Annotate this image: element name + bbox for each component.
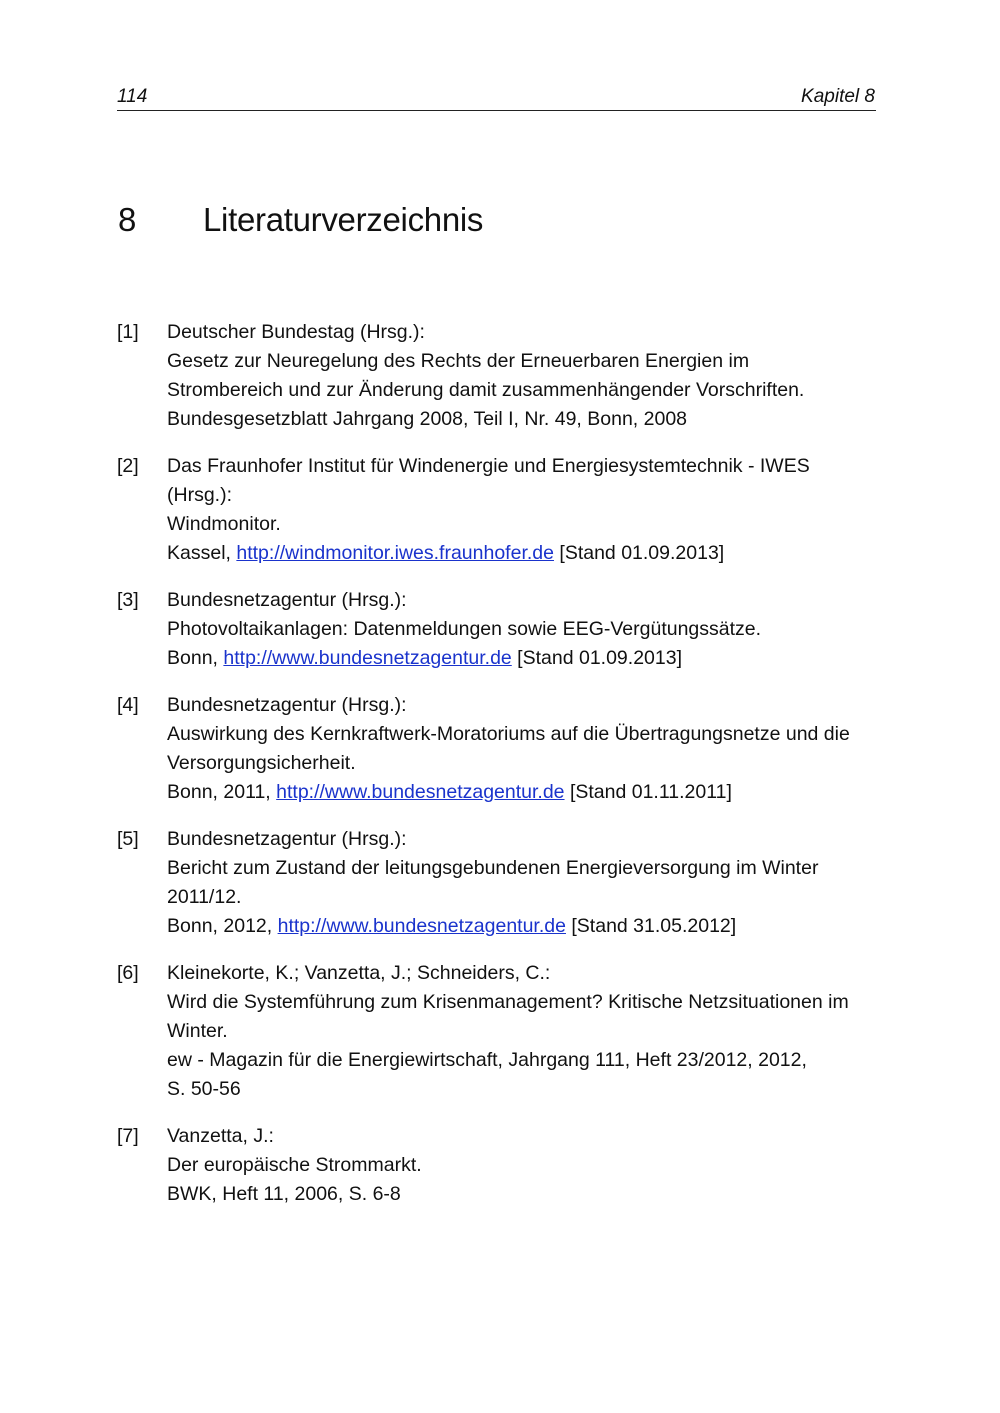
- chapter-title: Literaturverzeichnis: [203, 201, 484, 238]
- page-header: [117, 84, 876, 111]
- reference-body: [167, 825, 887, 941]
- reference-body: [167, 452, 887, 568]
- reference-line: Der europäische Strommarkt.: [167, 1154, 422, 1176]
- reference-body: [167, 318, 887, 434]
- reference-line: Winter.: [167, 1020, 228, 1042]
- reference-label: [5]: [117, 828, 139, 850]
- reference-line: (Hrsg.):: [167, 484, 232, 506]
- reference-line-suffix: [Stand 31.05.2012]: [565, 915, 737, 937]
- reference-line: Photovoltaikanlagen: Datenmeldungen sowie EEG-Vergütungssätze.: [167, 618, 762, 640]
- reference-line: Bundesgesetzblatt Jahrgang 2008, Teil I, Nr. 49, Bonn, 2008: [167, 408, 688, 430]
- reference-line: BWK, Heft 11, 2006, S. 6-8: [167, 1183, 401, 1205]
- reference-item: [117, 825, 887, 941]
- reference-item: [117, 1122, 887, 1209]
- reference-line: 2011/12.: [167, 886, 242, 908]
- reference-item: [117, 318, 887, 434]
- reference-label: [6]: [117, 962, 139, 984]
- reference-url-link[interactable]: http://www.bundesnetzagentur.de: [223, 647, 512, 669]
- reference-line: Das Fraunhofer Institut für Windenergie und Energiesystemtechnik - IWES: [167, 455, 810, 477]
- reference-label: [1]: [117, 321, 139, 343]
- reference-line: Wird die Systemführung zum Krisenmanagement? Kritische Netzsituationen im: [167, 991, 849, 1013]
- reference-line: Bericht zum Zustand der leitungsgebundenen Energieversorgung im Winter: [167, 857, 819, 879]
- reference-body: [167, 586, 887, 673]
- reference-line: Bundesnetzagentur (Hrsg.):: [167, 828, 407, 850]
- reference-item: [117, 959, 887, 1104]
- reference-line: [167, 778, 887, 807]
- reference-url-link[interactable]: http://windmonitor.iwes.fraunhofer.de: [236, 542, 554, 564]
- reference-line: Bundesnetzagentur (Hrsg.):: [167, 589, 407, 611]
- reference-line-prefix: Bonn,: [167, 647, 224, 669]
- reference-body: [167, 959, 887, 1104]
- reference-line-suffix: [Stand 01.09.2013]: [511, 647, 682, 669]
- reference-line: ew - Magazin für die Energiewirtschaft, Jahrgang 111, Heft 23/2012, 2012,: [167, 1049, 807, 1071]
- reference-body: [167, 1122, 887, 1209]
- reference-line: Strombereich und zur Änderung damit zusammenhängender Vorschriften.: [167, 379, 805, 401]
- page-number: 114: [117, 86, 148, 107]
- reference-url-link[interactable]: http://www.bundesnetzagentur.de: [276, 781, 565, 803]
- reference-label: [2]: [117, 455, 139, 477]
- reference-item: [117, 691, 887, 807]
- reference-line-prefix: Bonn, 2011,: [167, 781, 277, 803]
- reference-line: Bundesnetzagentur (Hrsg.):: [167, 694, 407, 716]
- reference-line: Windmonitor.: [167, 513, 281, 535]
- reference-item: [117, 586, 887, 673]
- reference-line: [167, 912, 887, 941]
- reference-line-prefix: Bonn, 2012,: [167, 915, 278, 937]
- reference-body: [167, 691, 887, 807]
- reference-line-suffix: [Stand 01.09.2013]: [553, 542, 725, 564]
- reference-label: [7]: [117, 1125, 139, 1147]
- reference-label: [3]: [117, 589, 139, 611]
- reference-line: [167, 539, 887, 568]
- reference-line: Auswirkung des Kernkraftwerk-Moratoriums auf die Übertragungsnetze und die: [167, 723, 850, 745]
- reference-line: Vanzetta, J.:: [167, 1125, 274, 1147]
- reference-line-prefix: Kassel,: [167, 542, 237, 564]
- reference-label: [4]: [117, 694, 139, 716]
- reference-line-suffix: [Stand 01.11.2011]: [564, 781, 732, 803]
- chapter-label: Kapitel 8: [801, 86, 875, 107]
- reference-item: [117, 452, 887, 568]
- reference-line: Kleinekorte, K.; Vanzetta, J.; Schneiders, C.:: [167, 962, 551, 984]
- reference-list: [117, 318, 887, 1227]
- chapter-number: 8: [118, 201, 137, 238]
- reference-line: Gesetz zur Neuregelung des Rechts der Erneuerbaren Energien im: [167, 350, 750, 372]
- reference-line: Versorgungsicherheit.: [167, 752, 356, 774]
- reference-line: [167, 644, 887, 673]
- reference-line: S. 50-56: [167, 1078, 241, 1100]
- reference-line: Deutscher Bundestag (Hrsg.):: [167, 321, 425, 343]
- reference-url-link[interactable]: http://www.bundesnetzagentur.de: [277, 915, 566, 937]
